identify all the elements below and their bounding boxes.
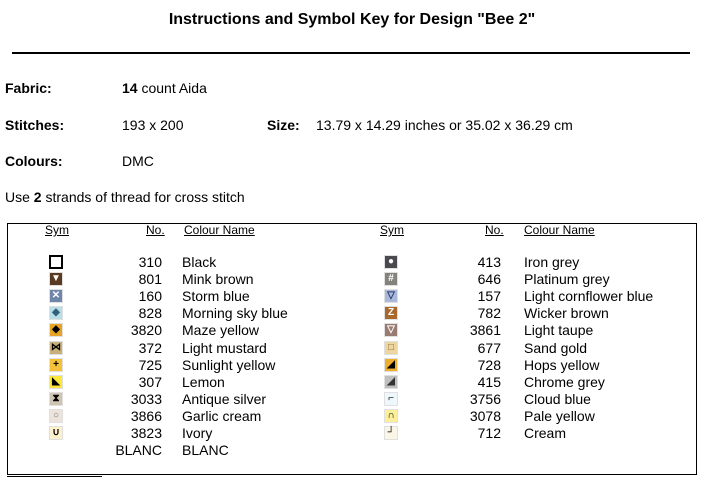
thread-number: 3823 <box>130 425 162 441</box>
thread-number: 413 <box>477 254 501 270</box>
header-no-left: No. <box>146 223 165 237</box>
colour-name: Pale yellow <box>524 407 595 424</box>
colour-name: Wicker brown <box>524 305 609 322</box>
thread-row <box>0 425 704 442</box>
thread-number: 3033 <box>130 390 162 407</box>
thread-number: 3756 <box>469 390 501 407</box>
thread-number: 828 <box>138 305 162 322</box>
stitches-value: 193 x 200 <box>122 117 184 133</box>
diamond-icon: ◆ <box>49 306 63 320</box>
fabric-value: 14 count Aida <box>122 80 207 96</box>
colour-name: Storm blue <box>182 288 250 305</box>
colour-name: BLANC <box>182 442 229 459</box>
size-label: Size: <box>267 117 300 133</box>
colour-name: Chrome grey <box>524 373 605 390</box>
colour-name: Iron grey <box>524 254 580 270</box>
thread-row <box>0 442 704 459</box>
colour-name: Ivory <box>182 425 213 441</box>
thread-row <box>0 288 704 305</box>
colour-name: Maze yellow <box>182 322 260 339</box>
colours-label: Colours: <box>5 153 63 169</box>
thread-number: 307 <box>138 373 162 390</box>
footer-rule <box>7 476 102 477</box>
thread-row <box>0 374 704 391</box>
circle-icon: ● <box>384 255 398 269</box>
colour-name: Hops yellow <box>524 356 600 373</box>
size-value: 13.79 x 14.29 inches or 35.02 x 36.29 cm <box>316 117 573 133</box>
down-triangle-icon: ▽ <box>384 289 398 303</box>
plus-icon: + <box>49 358 63 372</box>
down-triangle-icon: ▼ <box>49 272 63 286</box>
hash-icon: # <box>384 272 398 286</box>
colour-name: Black <box>182 254 217 270</box>
stitches-label: Stitches: <box>5 117 65 133</box>
page-title: Instructions and Symbol Key for Design "Bee 2" <box>168 11 536 28</box>
thread-number: BLANC <box>115 442 162 459</box>
thread-number: 3866 <box>130 407 162 424</box>
header-no-right: No. <box>485 223 504 237</box>
header-sym-right: Sym <box>380 223 404 237</box>
thread-number: 310 <box>138 254 162 270</box>
hourglass-icon: ⧗ <box>49 392 63 406</box>
colour-name: Lemon <box>182 373 225 390</box>
bowtie-icon: ⋈ <box>51 341 61 353</box>
colour-name: Platinum grey <box>524 271 610 288</box>
corner-triangle-icon: ◢ <box>384 358 398 372</box>
corner-triangle-icon: ◣ <box>49 375 63 389</box>
colour-name: Light cornflower blue <box>524 288 654 305</box>
cross-icon: ✕ <box>49 289 63 303</box>
cap-icon: ∩ <box>384 409 398 423</box>
colour-name: Sand gold <box>524 339 588 356</box>
colour-name: Morning sky blue <box>182 305 288 322</box>
thread-row <box>0 254 704 271</box>
thread-row <box>0 340 704 357</box>
thread-number: 3078 <box>469 407 501 424</box>
thread-number: 801 <box>138 271 162 288</box>
thread-number: 415 <box>477 373 501 390</box>
thread-number: 725 <box>138 356 162 373</box>
cup-icon: ∪ <box>49 426 63 440</box>
colour-name: Cream <box>524 425 567 441</box>
square-icon: □ <box>384 341 398 355</box>
thread-number: 372 <box>138 339 162 356</box>
thread-row <box>0 322 704 339</box>
title-rule <box>12 52 690 54</box>
diamond-icon: ◆ <box>49 323 63 337</box>
colour-name: Antique silver <box>182 390 267 407</box>
colour-name: Light taupe <box>524 322 594 339</box>
header-name-right: Colour Name <box>524 223 595 237</box>
circle-icon: ○ <box>49 409 63 423</box>
corner-icon: ⌐ <box>384 392 398 406</box>
thread-row <box>0 391 704 408</box>
colour-name: Garlic cream <box>182 407 262 424</box>
thread-number: 3861 <box>469 322 501 339</box>
thread-number: 157 <box>477 288 501 305</box>
strands-instruction: Use 2 strands of thread for cross stitch <box>5 189 245 205</box>
thread-number: 782 <box>477 305 501 322</box>
colour-name: Sunlight yellow <box>182 356 276 373</box>
thread-number: 3820 <box>130 322 162 339</box>
blank-icon <box>49 443 63 457</box>
header-name-left: Colour Name <box>184 223 255 237</box>
thread-number: 712 <box>477 425 501 441</box>
thread-row <box>0 357 704 374</box>
thread-number: 160 <box>138 288 162 305</box>
colour-name: Light mustard <box>182 339 267 356</box>
fabric-label: Fabric: <box>5 80 52 96</box>
thread-row <box>0 305 704 322</box>
z-icon: Z <box>384 306 398 320</box>
colour-name: Cloud blue <box>524 390 591 407</box>
down-triangle-icon: ▽ <box>384 323 398 337</box>
thread-number: 677 <box>477 339 501 356</box>
thread-row <box>0 271 704 288</box>
colour-name: Mink brown <box>182 271 254 288</box>
thread-number: 646 <box>477 271 501 288</box>
thread-number: 728 <box>477 356 501 373</box>
header-sym-left: Sym <box>45 223 69 237</box>
thread-row <box>0 408 704 425</box>
corner-icon: ┘ <box>384 426 398 440</box>
colours-value: DMC <box>122 153 154 169</box>
corner-triangle-icon: ◢ <box>384 375 398 389</box>
